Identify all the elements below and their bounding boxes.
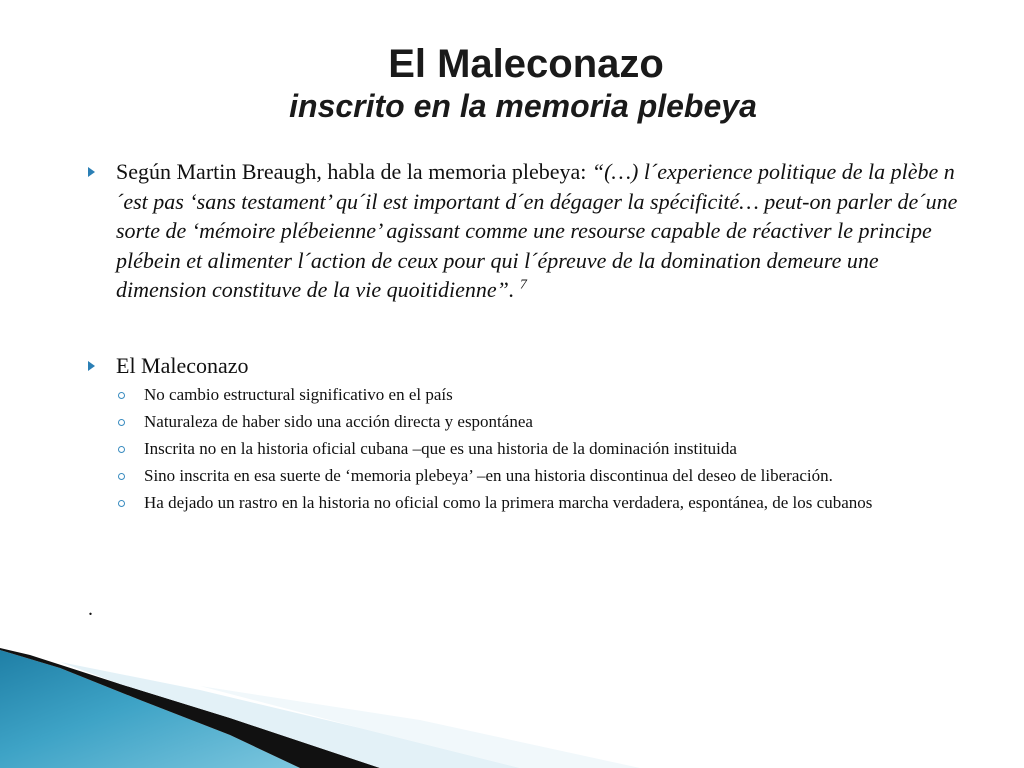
slide-subtitle: inscrito en la memoria plebeya [289, 88, 757, 124]
triangle-right-icon [88, 167, 95, 177]
bullet-quote: “(…) l´experience politique de la plèbe n´est pas ‘sans testament’ qu´il est important d´en dégager la spécificité… peut-on parler de´une sorte de ‘mémoire plébeienne’ agissant comme une resourse capable de réactiver le principe plébein et alimenter l´action de ceux pour qui l´épreuve de la domination demeure une dimension constituve de la vie quoitidienne”. [116, 159, 958, 302]
sub-bullet-item [116, 492, 968, 514]
trailing-dot: . [88, 598, 93, 620]
hollow-circle-icon [118, 446, 125, 453]
faint-stripe-shape [200, 686, 640, 768]
sub-bullet-text: Inscrita no en la historia oficial cubana –que es una historia de la dominación instituida [144, 439, 737, 458]
slide-body [88, 157, 968, 519]
slide-title-block [0, 40, 1024, 124]
bullet-item-quote [88, 157, 968, 305]
sub-bullet-text: Sino inscrita en esa suerte de ‘memoria plebeya’ –en una historia discontinua del deseo de liberación. [144, 466, 833, 485]
sub-bullet-item [116, 384, 968, 406]
sub-bullet-item [116, 411, 968, 433]
light-stripe-shape [60, 662, 520, 768]
sub-bullet-list [88, 384, 968, 514]
sub-bullet-item [116, 438, 968, 460]
sub-bullet-text: Ha dejado un rastro en la historia no oficial como la primera marcha verdadera, espontánea, de los cubanos [144, 493, 873, 512]
spacer [88, 305, 968, 351]
triangle-right-icon [88, 361, 95, 371]
bullet-text: Según Martin Breaugh, habla de la memoria plebeya: [116, 159, 592, 184]
hollow-circle-icon [118, 473, 125, 480]
teal-wave-shape [0, 650, 300, 768]
sub-bullet-text: No cambio estructural significativo en el país [144, 385, 453, 404]
hollow-circle-icon [118, 500, 125, 507]
hollow-circle-icon [118, 419, 125, 426]
sub-bullet-item [116, 465, 968, 487]
dark-stripe-shape [0, 648, 380, 768]
bullet-text: El Maleconazo [116, 352, 249, 378]
footnote-marker: 7 [519, 277, 527, 293]
slide-title: El Maleconazo [388, 42, 664, 86]
bullet-item-maleconazo [88, 351, 968, 381]
hollow-circle-icon [118, 392, 125, 399]
sub-bullet-text: Naturaleza de haber sido una acción directa y espontánea [144, 412, 533, 431]
